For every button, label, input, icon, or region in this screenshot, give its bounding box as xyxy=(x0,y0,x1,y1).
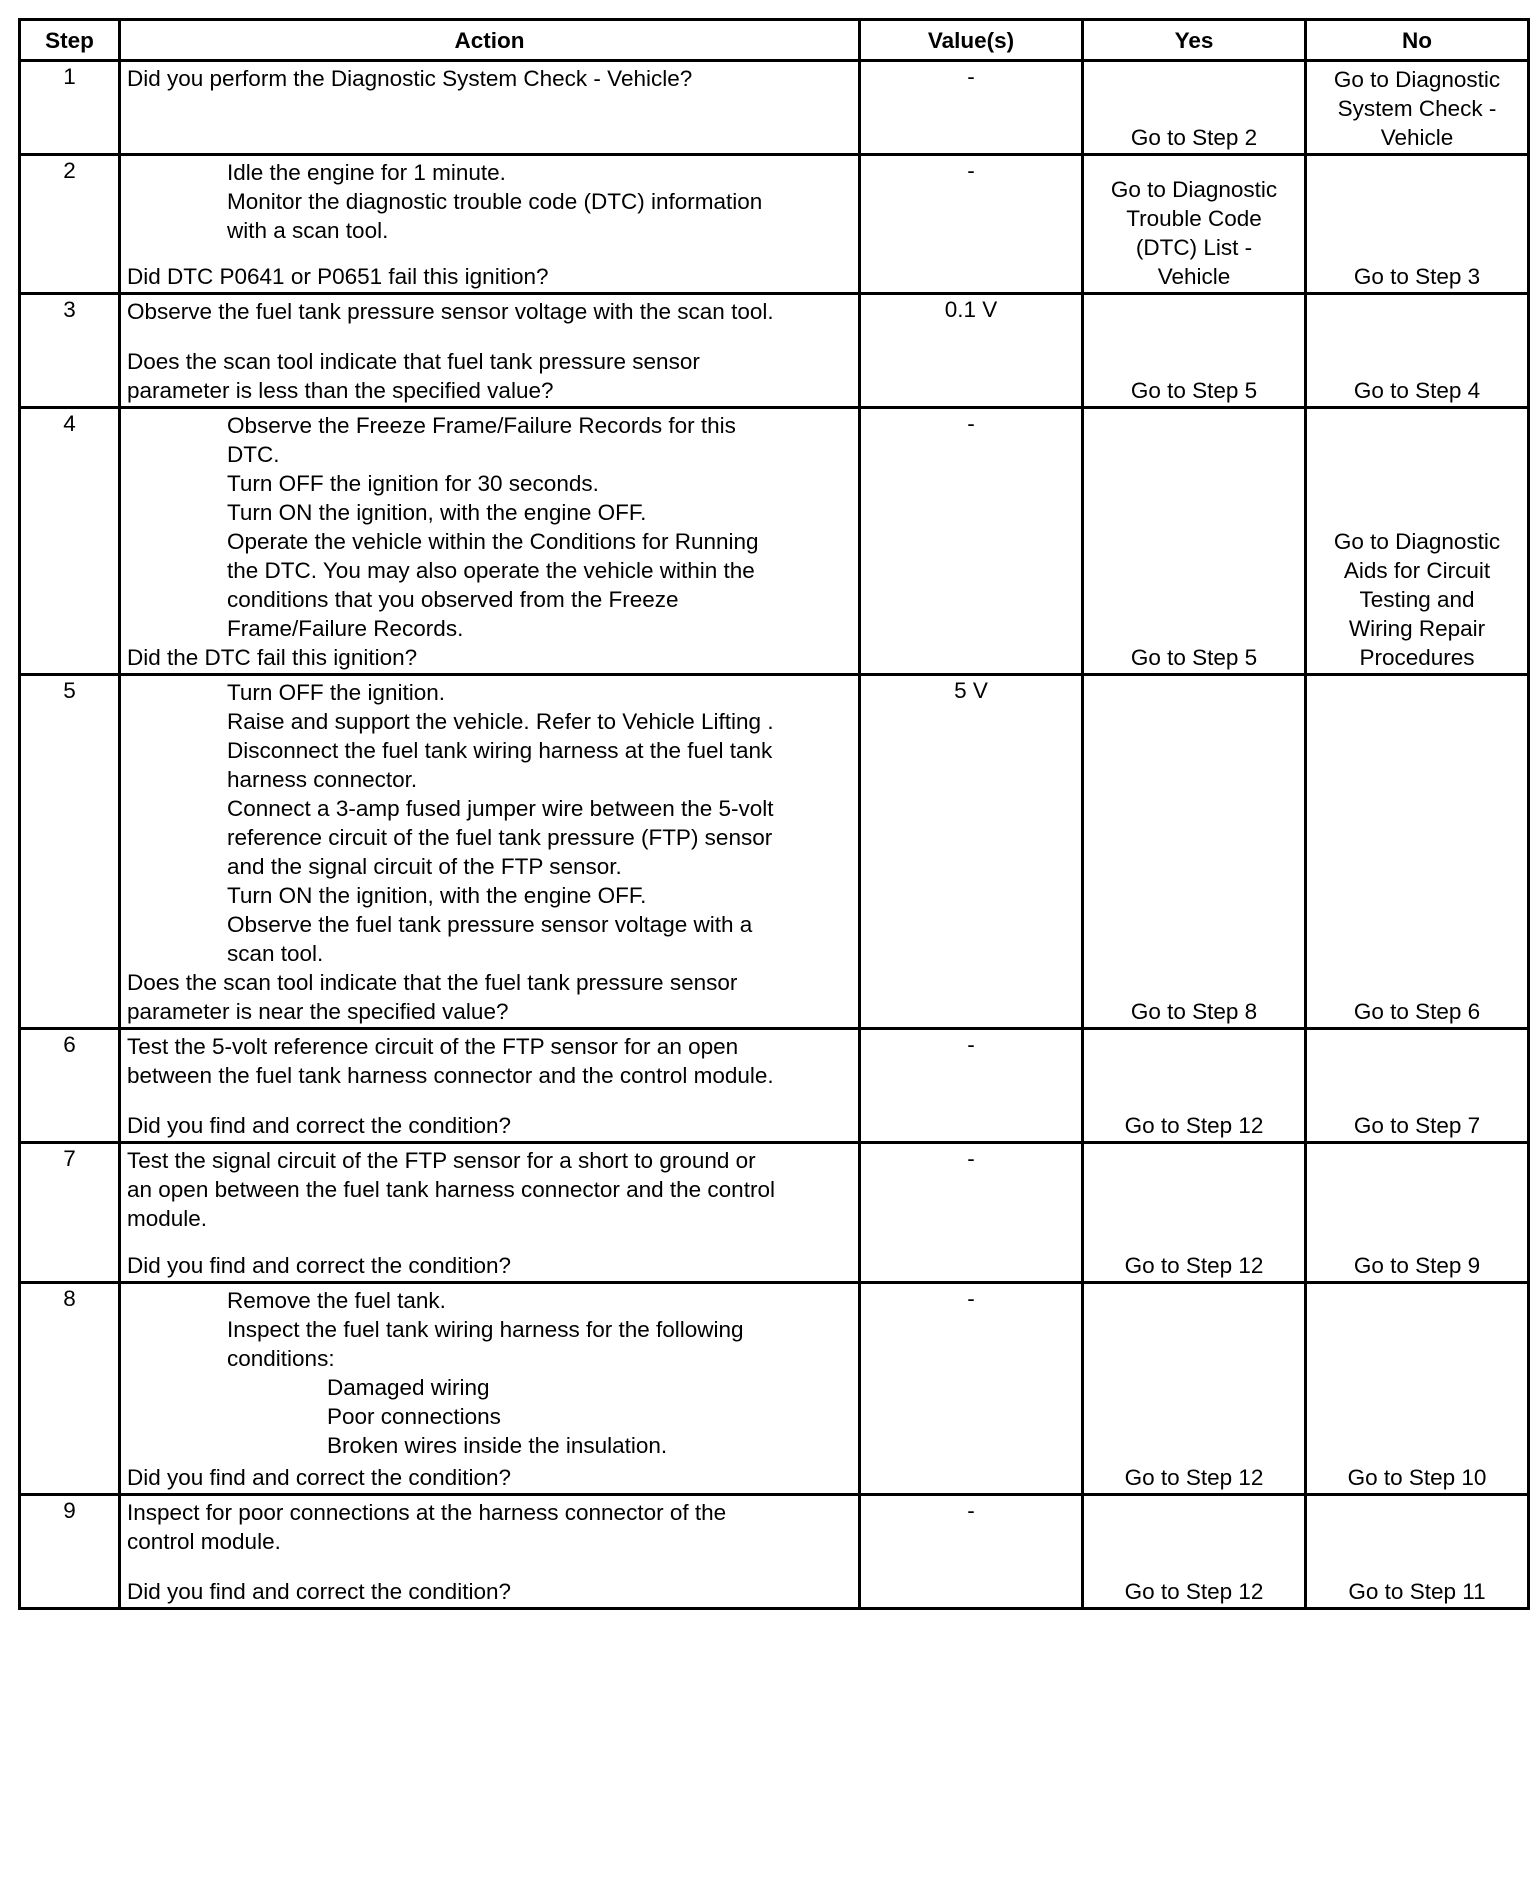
step-number: 4 xyxy=(20,408,120,675)
yes-action: Go to Step 12 xyxy=(1124,1465,1264,1490)
instruction-line: Inspect for poor connections at the harness connector of the xyxy=(127,1500,727,1525)
step-number: 8 xyxy=(20,1283,120,1495)
step-number: 6 xyxy=(20,1029,120,1143)
header-action: Action xyxy=(120,20,860,61)
yes-cell xyxy=(1083,1143,1306,1283)
yes-action: Go to Diagnostic xyxy=(1110,177,1278,202)
no-action: Aids for Circuit xyxy=(1343,558,1491,583)
instruction-line: conditions: xyxy=(227,1346,335,1371)
action-question xyxy=(127,1111,852,1140)
table-row xyxy=(20,675,1529,1029)
yes-action: Go to Step 8 xyxy=(1130,999,1258,1024)
yes-cell xyxy=(1083,675,1306,1029)
action-instructions xyxy=(127,297,852,326)
action-cell xyxy=(120,61,860,155)
value-cell: - xyxy=(860,1495,1083,1609)
table-row xyxy=(20,294,1529,408)
question-line: Did you find and correct the condition? xyxy=(127,1465,511,1490)
yes-action: (DTC) List - xyxy=(1135,235,1253,260)
instruction-line: harness connector. xyxy=(227,767,418,792)
header-yes: Yes xyxy=(1083,20,1306,61)
question-line: parameter is near the specified value? xyxy=(127,999,509,1024)
step-number: 2 xyxy=(20,155,120,294)
action-question xyxy=(127,1577,852,1606)
table-row xyxy=(20,61,1529,155)
action-instructions xyxy=(127,678,852,968)
step-number: 1 xyxy=(20,61,120,155)
question-line: Does the scan tool indicate that the fuel tank pressure sensor xyxy=(127,970,738,995)
header-step: Step xyxy=(20,20,120,61)
instruction-line: Monitor the diagnostic trouble code (DTC) information xyxy=(227,189,763,214)
table-row xyxy=(20,1143,1529,1283)
no-action: Go to Diagnostic xyxy=(1333,67,1501,92)
value-cell: - xyxy=(860,61,1083,155)
instruction-line: scan tool. xyxy=(227,941,324,966)
action-cell xyxy=(120,408,860,675)
instruction-line: DTC. xyxy=(227,442,280,467)
action-question xyxy=(127,347,852,405)
table-row xyxy=(20,1283,1529,1495)
step-number: 5 xyxy=(20,675,120,1029)
action-cell xyxy=(120,294,860,408)
question-line: Did DTC P0641 or P0651 fail this ignition? xyxy=(127,264,549,289)
step-number: 3 xyxy=(20,294,120,408)
yes-cell xyxy=(1083,1495,1306,1609)
instruction-line: module. xyxy=(127,1206,208,1231)
instruction-line: control module. xyxy=(127,1529,281,1554)
value-cell: 5 V xyxy=(860,675,1083,1029)
no-action: Go to Step 4 xyxy=(1353,378,1481,403)
no-action: Wiring Repair xyxy=(1348,616,1486,641)
instruction-line: the DTC. You may also operate the vehicle within the xyxy=(227,558,755,583)
yes-action: Go to Step 12 xyxy=(1124,1113,1264,1138)
value-cell: - xyxy=(860,1143,1083,1283)
instruction-line: Frame/Failure Records. xyxy=(227,616,464,641)
condition-item: Poor connections xyxy=(327,1404,501,1429)
table-row xyxy=(20,408,1529,675)
value-cell: - xyxy=(860,155,1083,294)
instruction-line: Turn OFF the ignition for 30 seconds. xyxy=(227,471,599,496)
no-action: Go to Step 3 xyxy=(1353,264,1481,289)
no-cell xyxy=(1306,294,1529,408)
action-question xyxy=(127,1463,852,1492)
instruction-line: Turn ON the ignition, with the engine OFF. xyxy=(227,883,647,908)
value-cell: - xyxy=(860,1029,1083,1143)
yes-cell xyxy=(1083,294,1306,408)
yes-cell xyxy=(1083,155,1306,294)
action-instructions xyxy=(127,411,852,643)
diagnostic-table xyxy=(18,18,1530,1610)
no-cell xyxy=(1306,1283,1529,1495)
action-cell xyxy=(120,1283,860,1495)
action-instructions xyxy=(127,158,852,245)
question-line: Did the DTC fail this ignition? xyxy=(127,645,418,670)
action-question xyxy=(127,64,852,93)
yes-action: Go to Step 2 xyxy=(1130,125,1258,150)
instruction-line: reference circuit of the fuel tank pressure (FTP) sensor xyxy=(227,825,773,850)
instruction-line: conditions that you observed from the Freeze xyxy=(227,587,679,612)
action-instructions xyxy=(127,1032,852,1090)
question-line: Did you perform the Diagnostic System Check - Vehicle? xyxy=(127,66,693,91)
no-action: Go to Step 10 xyxy=(1347,1465,1487,1490)
instruction-line: Remove the fuel tank. xyxy=(227,1288,446,1313)
instruction-line: Connect a 3-amp fused jumper wire between the 5-volt xyxy=(227,796,774,821)
value-cell: - xyxy=(860,408,1083,675)
instruction-line: Inspect the fuel tank wiring harness for the following xyxy=(227,1317,744,1342)
condition-item: Broken wires inside the insulation. xyxy=(327,1433,668,1458)
yes-cell xyxy=(1083,408,1306,675)
yes-cell xyxy=(1083,1283,1306,1495)
no-action: Go to Step 6 xyxy=(1353,999,1481,1024)
instruction-line: Turn ON the ignition, with the engine OFF. xyxy=(227,500,647,525)
table-row xyxy=(20,155,1529,294)
table-row xyxy=(20,1495,1529,1609)
condition-item: Damaged wiring xyxy=(327,1375,490,1400)
no-cell xyxy=(1306,1143,1529,1283)
action-cell xyxy=(120,1495,860,1609)
instruction-line: and the signal circuit of the FTP sensor. xyxy=(227,854,622,879)
header-values: Value(s) xyxy=(860,20,1083,61)
action-instructions xyxy=(127,1498,852,1556)
no-cell xyxy=(1306,155,1529,294)
yes-action: Vehicle xyxy=(1157,264,1231,289)
question-line: Did you find and correct the condition? xyxy=(127,1253,511,1278)
instruction-line: Test the signal circuit of the FTP sensor for a short to ground or xyxy=(127,1148,756,1173)
instruction-line: Test the 5-volt reference circuit of the FTP sensor for an open xyxy=(127,1034,739,1059)
value-cell: - xyxy=(860,1283,1083,1495)
question-line: parameter is less than the specified value? xyxy=(127,378,554,403)
action-cell xyxy=(120,675,860,1029)
yes-cell xyxy=(1083,61,1306,155)
action-question xyxy=(127,1251,852,1280)
action-instructions xyxy=(127,1286,852,1460)
no-action: Testing and xyxy=(1359,587,1475,612)
header-row xyxy=(20,20,1529,61)
yes-action: Trouble Code xyxy=(1126,206,1262,231)
value-cell: 0.1 V xyxy=(860,294,1083,408)
no-action: System Check - xyxy=(1337,96,1497,121)
action-instructions xyxy=(127,1146,852,1233)
action-cell xyxy=(120,155,860,294)
yes-action: Go to Step 5 xyxy=(1130,378,1258,403)
no-action: Vehicle xyxy=(1380,125,1454,150)
yes-action: Go to Step 12 xyxy=(1124,1579,1264,1604)
instruction-line: Idle the engine for 1 minute. xyxy=(227,160,506,185)
table-row xyxy=(20,1029,1529,1143)
instruction-line: Disconnect the fuel tank wiring harness at the fuel tank xyxy=(227,738,773,763)
question-line: Does the scan tool indicate that fuel tank pressure sensor xyxy=(127,349,700,374)
action-cell xyxy=(120,1143,860,1283)
instruction-line: Observe the fuel tank pressure sensor voltage with a xyxy=(227,912,753,937)
header-no: No xyxy=(1306,20,1529,61)
step-number: 7 xyxy=(20,1143,120,1283)
no-cell xyxy=(1306,61,1529,155)
yes-action: Go to Step 12 xyxy=(1124,1253,1264,1278)
no-action: Go to Diagnostic xyxy=(1333,529,1501,554)
no-action: Go to Step 7 xyxy=(1353,1113,1481,1138)
yes-action: Go to Step 5 xyxy=(1130,645,1258,670)
question-line: Did you find and correct the condition? xyxy=(127,1113,511,1138)
question-line: Did you find and correct the condition? xyxy=(127,1579,511,1604)
instruction-line: Operate the vehicle within the Conditions for Running xyxy=(227,529,759,554)
instruction-line: between the fuel tank harness connector and the control module. xyxy=(127,1063,774,1088)
instruction-line: Observe the fuel tank pressure sensor voltage with the scan tool. xyxy=(127,299,774,324)
no-cell xyxy=(1306,1029,1529,1143)
instruction-line: Raise and support the vehicle. Refer to Vehicle Lifting . xyxy=(227,709,774,734)
instruction-line: with a scan tool. xyxy=(227,218,389,243)
instruction-line: Observe the Freeze Frame/Failure Records for this xyxy=(227,413,736,438)
instruction-line: Turn OFF the ignition. xyxy=(227,680,446,705)
no-action: Go to Step 9 xyxy=(1353,1253,1481,1278)
action-question xyxy=(127,643,852,672)
action-cell xyxy=(120,1029,860,1143)
instruction-line: an open between the fuel tank harness connector and the control xyxy=(127,1177,775,1202)
action-question xyxy=(127,262,852,291)
step-number: 9 xyxy=(20,1495,120,1609)
no-cell xyxy=(1306,675,1529,1029)
yes-cell xyxy=(1083,1029,1306,1143)
no-cell xyxy=(1306,408,1529,675)
no-action: Procedures xyxy=(1359,645,1475,670)
no-cell xyxy=(1306,1495,1529,1609)
no-action: Go to Step 11 xyxy=(1348,1579,1486,1604)
action-question xyxy=(127,968,852,1026)
